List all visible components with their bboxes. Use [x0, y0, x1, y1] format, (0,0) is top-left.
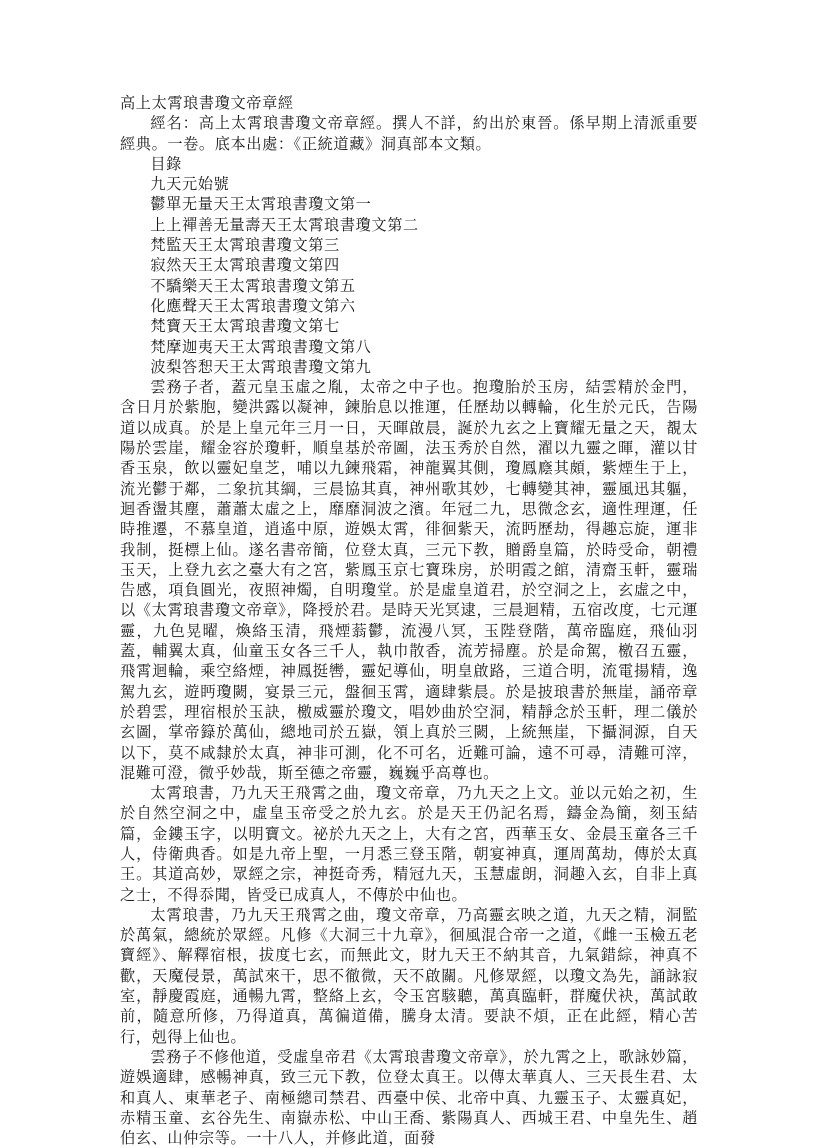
toc-item: 上上禪善无量壽天王太霄琅書瓊文第二	[150, 215, 419, 234]
toc-item: 不驕樂天王太霄琅書瓊文第五	[150, 276, 356, 295]
toc-item: 波梨答惒天王太霄琅書瓊文第九	[150, 357, 372, 376]
document-page	[120, 93, 698, 1148]
document-title: 高上太霄琅書瓊文帝章經	[120, 94, 294, 112]
body-paragraph: 太霄琅書，乃九天王飛霄之曲，瓊文帝章，乃高靈玄映之道，九天之精，洞監於萬氣，總統於眾經。凡修《大洞三十九章》，徊風混合帝一之道，《雌一玉檢五老寶經》、解釋宿根，拔度七玄，而無此文，財九天王不納其音，九氣錯綜，神真不歡，天魔侵景，萬試來干，思不徹微，天不啟關。凡修眾經，以瓊文為先，誦詠寂室，靜慶霞庭，通暢九霄，整絡上玄，令玉宮駭聽，萬真臨軒，群魔伏袂，萬試敢前，隨意所修，乃得道真，萬徧道備，騰身太清。要訣不煩，正在此經，精心苦行，剋得上仙也。	[120, 905, 698, 1046]
toc-item: 鬱單无量天王太霄琅書瓊文第一	[150, 195, 372, 214]
body-paragraph: 太霄琅書，乃九天王飛霄之曲，瓊文帝章，乃九天之上文。並以元始之初，生於自然空洞之中，虛皇玉帝受之於九玄。於是天王仍記名焉，鑄金為簡，刻玉結篇，金鏤玉字，以明寶文。祕於九天之上，大有之宮，西華玉女、金晨玉童各三千人，侍衛典香。如是九帝上聖，一月悉三登玉階，朝宴神真，運周萬劫，傳於太真王。其道高妙，眾經之宗，神挺奇秀，精冠九天，玉慧虛朗，洞趣入玄，自非上真之士，不得忝聞，皆受已成真人，不傳於中仙也。	[120, 784, 698, 904]
toc-item: 梵摩迦夷天王太霄琅書瓊文第八	[150, 337, 372, 356]
toc-item: 寂然天王太霄琅書瓊文第四	[150, 256, 340, 275]
toc-item: 梵監天王太霄琅書瓊文第三	[150, 236, 340, 255]
toc-item: 九天元始號	[150, 175, 230, 194]
body-paragraph: 雲務子不修他道，受虛皇帝君《太霄琅書瓊文帝章》，於九霄之上，歌詠妙篇，遊娛適肆，感暢神真，致三元下教，位登太真王。以傳太華真人、三天長生君、太和真人、東華老子、南極總司禁君、西臺中侯、北帝中真、九靈玉子、太靈真妃，赤精玉童、玄谷先生、南嶽赤松、中山王喬、紫陽真人、西城王君、中皇先生、趙伯玄、山仲宗等。一十八人，并修此道，面發	[120, 1047, 698, 1148]
toc-item: 化應聲天王太霄琅書瓊文第六	[150, 296, 356, 315]
scripture-metadata: 經名：高上太霄琅書瓊文帝章經。撰人不詳，約出於東晉。係早期上清派重要經典。一卷。底本出處：《正統道藏》洞真部本文類。	[120, 114, 698, 153]
body-paragraph: 雲務子者，蓋元皇玉虛之胤，太帝之中子也。抱瓊胎於玉房，結雲精於金門，含日月於紫胞，變洪露以凝神，鍊胎息以推運，任歷劫以轉輪，化生於元氏，告陽道以成真。於是上皇元年三月一日，天暉啟晨，誕於九玄之上寶耀无量之天，覩太陽於雲崖，耀金容於瓊軒，順皇基於帝圖，法玉秀於自然，濯以九靈之暉，灌以甘香玉泉，飲以靈妃皇芝，哺以九鍊飛霜，神龍翼其側，瓊鳳廕其頗，紫煙生于上，流光鬱于鄰，二象抗其綱，三晨協其真，神州歌其妙，七轉變其神，靈風迅其軀，迴香盪其塵，蕭蕭太虛之上，靡靡洞波之濱。年冠二九，思微念玄，適性理運，任時推遷，不慕皇道，逍遙中原，遊娛太霄，徘徊紫天，流眄歷劫，得趣忘旋，運非我制，挺標上仙。遂名書帝簡，位登太真，三元下教，贈爵皇篇，於時受命，朝禮玉天，上登九玄之臺大有之宮，紫鳳玉京七寶珠房，於明霞之館，清齋玉軒，靈瑞告感，項負圓光，夜照神燭，自明瓊堂。於是虛皇道君，於空洞之上，玄虛之中，以《太霄琅書瓊文帝章》，降授於君。是時天光冥逮，三晨迴精，五宿改度，七元運靈，九色晃曜，煥絡玉清，飛煙蓊鬱，流漫八冥，玉陛登階，萬帝臨庭，飛仙羽蓋，輔翼太真，仙童玉女各三千人，執巾散香，流芳掃塵。於是命駕，檄召五靈，飛霄迴輪，乘空絡煙，神鳳挺轡，靈妃導仙，明皇啟路，三道合明，流電揚精，逸駕九玄，遊眄瓊闕，宴景三元，盤徊玉霄，適肆紫晨。於是披琅書於無崖，誦帝章於碧雲，理宿根於玉訣，檄威靈於瓊文，唱妙曲於空洞，精靜念於玉軒，理二儀於玄圖，掌帝籙於萬仙，總地司於五嶽，領上真於三闕，上統無崖，下攝洞源，自天以下，莫不咸隸於太真，神非可測，化不可名，近難可論，遠不可尋，清難可滓，混難可澄，微乎妙哉，斯至德之帝靈，巍巍乎高尊也。	[120, 378, 698, 782]
toc-item: 梵寶天王太霄琅書瓊文第七	[150, 317, 340, 336]
toc-heading: 目錄	[150, 154, 182, 173]
